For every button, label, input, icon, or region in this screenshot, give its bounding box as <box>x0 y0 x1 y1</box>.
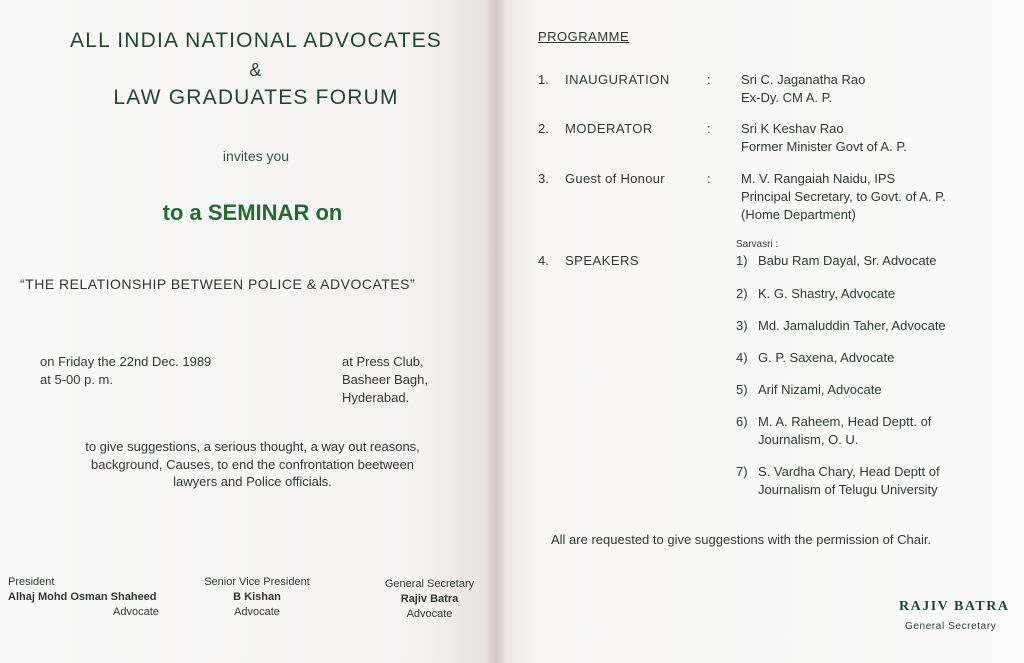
programme-item-person: Sri C. Jaganatha Rao <box>741 72 866 87</box>
seminar-heading: to a SEMINAR on <box>162 200 343 225</box>
invites-text: invites you <box>222 148 290 164</box>
programme-item-number: 1. <box>538 72 549 87</box>
date-line-1: on Friday the 22nd Dec. 1989 <box>40 354 212 369</box>
programme-title: PROGRAMME <box>538 29 630 44</box>
speaker-number: 4) <box>736 350 748 365</box>
signatory-role: President <box>8 576 55 588</box>
signatory-title: Advocate <box>234 606 280 618</box>
purpose-line-1: to give suggestions, a serious thought, a way out reasons, <box>85 439 420 454</box>
speaker-number: 7) <box>736 464 748 479</box>
speaker-entry: K. G. Shastry, Advocate <box>758 286 896 301</box>
programme-item-number: 2. <box>538 121 549 136</box>
signatory-general-secretary <box>372 577 487 622</box>
programme-item-designation: Former Minister Govt of A. P. <box>741 139 907 154</box>
speaker-entry: M. A. Raheem, Head Deptt. of <box>758 414 932 429</box>
left-page <box>0 0 495 663</box>
speaker-entry-continued: Journalism of Telugu University <box>758 482 938 497</box>
signatory-title: Advocate <box>406 608 453 620</box>
programme-item-person: Sri K Keshav Rao <box>741 121 844 136</box>
sarvasri-label: Sarvasri : <box>736 239 779 250</box>
speaker-number: 3) <box>736 318 748 333</box>
org-title-ampersand: & <box>249 60 263 80</box>
venue-line-3: Hyderabad. <box>342 390 410 405</box>
general-secretary-title: General Secretary <box>905 621 997 632</box>
speaker-number: 1) <box>736 253 748 268</box>
programme-item-department: (Home Department) <box>741 207 856 222</box>
signatory-role: Senior Vice President <box>204 576 310 588</box>
seminar-topic: “THE RELATIONSHIP BETWEEN POLICE & ADVOCATES” <box>20 276 416 292</box>
speaker-entry-continued: Journalism, O. U. <box>758 432 859 447</box>
signatory-president <box>8 575 159 620</box>
speaker-number: 2) <box>736 286 748 301</box>
speaker-entry: Md. Jamaluddin Taher, Advocate <box>758 318 946 333</box>
programme-item-label: MODERATOR <box>565 121 653 136</box>
signatory-role: General Secretary <box>384 578 475 590</box>
programme-item-colon: : <box>707 121 711 136</box>
speaker-number: 6) <box>736 414 748 429</box>
request-note: All are requested to give suggestions with the permission of Chair. <box>551 532 932 547</box>
purpose-line-3: lawyers and Police officials. <box>173 474 332 489</box>
purpose-line-2: background, Causes, to end the confrontation beetween <box>90 457 415 472</box>
programme-item-designation: Principal Secretary, to Govt. of A. P. <box>741 189 946 204</box>
programme-item-number: 3. <box>538 171 549 186</box>
speaker-number: 5) <box>736 382 748 397</box>
org-title-line2: LAW GRADUATES FORUM <box>113 86 399 109</box>
page-fold <box>485 0 507 663</box>
time-line: at 5-00 p. m. <box>40 372 113 387</box>
speaker-entry: Arif Nizami, Advocate <box>758 382 882 397</box>
signatory-name: B Kishan <box>233 591 281 603</box>
speakers-label: SPEAKERS <box>565 253 640 268</box>
signatory-title: Advocate <box>113 606 159 618</box>
signatory-name: Rajiv Batra <box>400 593 459 605</box>
speaker-entry: Babu Ram Dayal, Sr. Advocate <box>758 253 937 268</box>
venue-line-2: Basheer Bagh, <box>342 372 429 387</box>
general-secretary-name: RAJIV BATRA <box>899 599 1010 614</box>
programme-item-label: INAUGURATION <box>565 72 670 87</box>
programme-item-number: 4. <box>538 253 549 268</box>
speaker-entry: G. P. Saxena, Advocate <box>758 350 895 365</box>
programme-item-label: Guest of Honour <box>565 171 665 186</box>
venue-line-1: at Press Club, <box>342 354 424 369</box>
signatory-senior-vice-president <box>187 575 327 620</box>
programme-item-colon: : <box>707 72 711 87</box>
right-page <box>495 0 1024 663</box>
org-title-line1: ALL INDIA NATIONAL ADVOCATES <box>69 29 443 52</box>
signatory-name: Alhaj Mohd Osman Shaheed <box>8 591 157 603</box>
programme-item-designation: Ex-Dy. CM A. P. <box>741 90 833 105</box>
speaker-entry: S. Vardha Chary, Head Deptt of <box>758 464 940 479</box>
programme-item-colon: : <box>707 171 711 186</box>
programme-item-person: M. V. Rangaiah Naidu, IPS <box>741 171 896 186</box>
